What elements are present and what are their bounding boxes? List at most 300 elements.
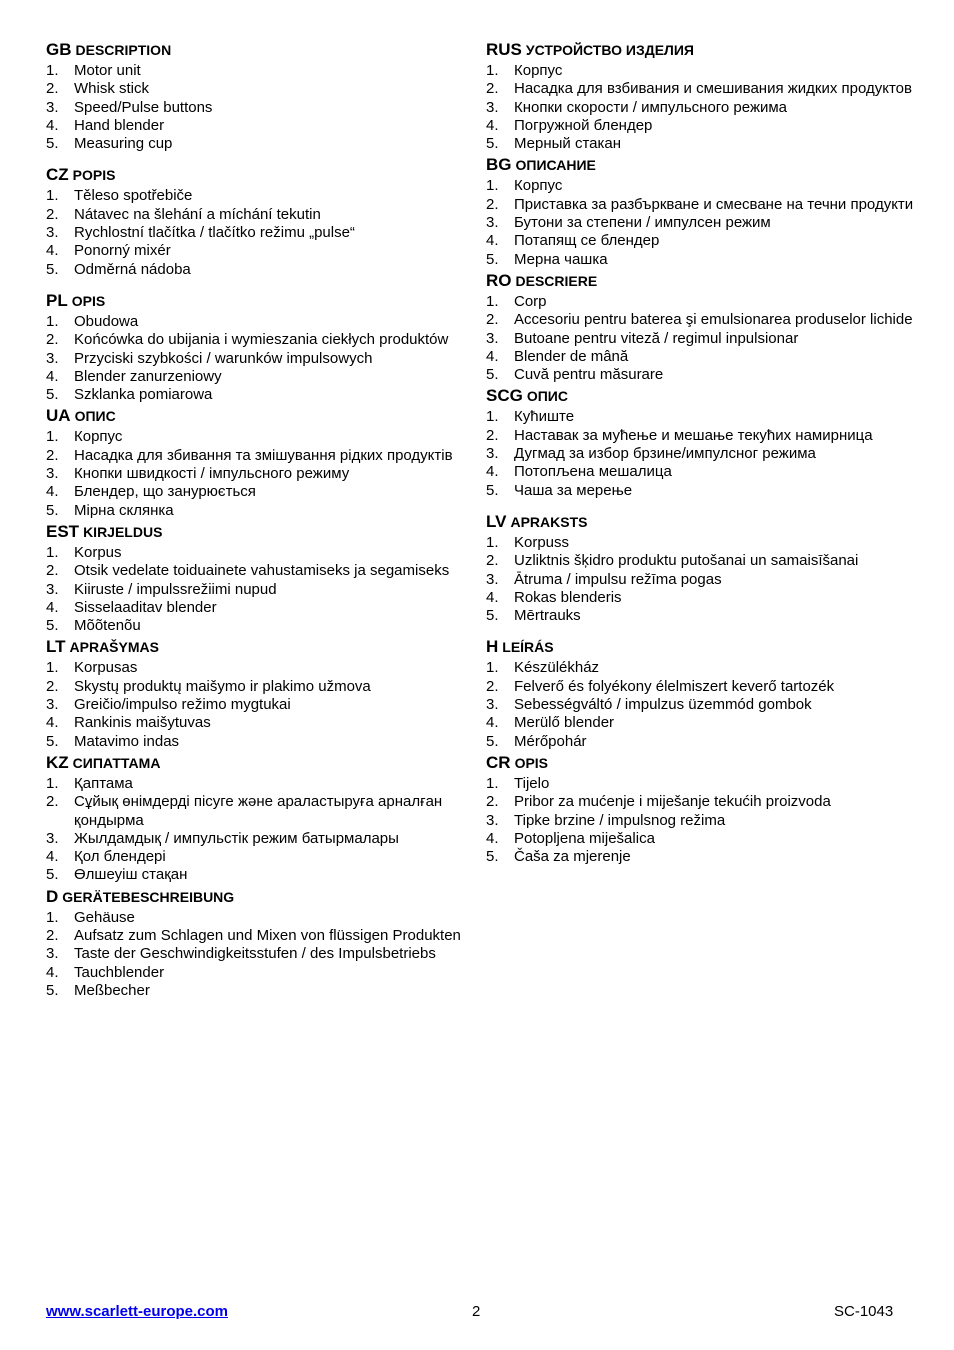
- list-item: [46, 982, 476, 1000]
- item-text: Uzliktnis šķidro produktu putošanai un samaisīšanai: [514, 552, 859, 570]
- item-text: Otsik vedelate toiduainete vahustamiseks ja segamiseks: [74, 562, 450, 580]
- item-text: Приставка за разбъркване и смесване на течни продукти: [514, 195, 914, 213]
- item-number: 3.: [486, 98, 499, 116]
- item-text: Кнопки скорости / импульсного режима: [514, 98, 788, 116]
- list-item: [46, 350, 476, 368]
- list-item: [486, 232, 926, 250]
- language-code: RO: [486, 270, 512, 290]
- list-item: [46, 544, 476, 562]
- item-text: Blender de mână: [514, 347, 629, 365]
- item-list: [486, 659, 926, 750]
- section-title: GERÄTEBESCHREIBUNG: [62, 888, 235, 905]
- website-link[interactable]: www.scarlett-europe.com: [46, 1303, 228, 1320]
- list-item: [486, 775, 926, 793]
- section-d: [46, 885, 476, 1000]
- item-text: Насадка для збивання та змішування рідких продуктів: [74, 446, 453, 464]
- section-ua: [46, 404, 476, 519]
- item-number: 4.: [46, 367, 59, 385]
- item-text: Čaša za mjerenje: [514, 848, 631, 866]
- list-item: [46, 659, 476, 677]
- section-lv: [486, 510, 926, 625]
- language-code: H: [486, 637, 499, 657]
- item-number: 1.: [46, 543, 59, 561]
- list-item: [486, 214, 926, 232]
- item-text: Merülő blender: [514, 714, 615, 732]
- item-text: Motor unit: [74, 62, 141, 79]
- list-item: [46, 80, 476, 98]
- list-item: [46, 428, 476, 446]
- section-heading: [46, 289, 476, 313]
- item-list: [486, 293, 926, 384]
- item-text: Cuvă pentru măsurare: [514, 366, 664, 384]
- item-list: [46, 659, 476, 750]
- list-item: [46, 313, 476, 331]
- item-number: 3.: [486, 329, 499, 347]
- item-text: Odměrná nádoba: [74, 260, 191, 278]
- item-text: Korpusas: [74, 659, 138, 677]
- list-item: [486, 251, 926, 269]
- item-text: Sisselaaditav blender: [74, 598, 217, 616]
- item-text: Жылдамдық / импульстік режим батырмалары: [74, 829, 399, 847]
- section-title: СИПАТТАМА: [72, 754, 161, 771]
- list-item: [46, 562, 476, 580]
- item-list: [486, 177, 926, 268]
- list-item: [46, 945, 476, 963]
- item-text: Felverő és folyékony élelmiszert keverő tartozék: [514, 677, 835, 695]
- item-number: 4.: [486, 463, 499, 481]
- section-title: APRAŠYMAS: [69, 639, 159, 656]
- list-item: [486, 366, 926, 384]
- item-text: Końcówka do ubijania i wymieszania ciekłych produktów: [74, 331, 449, 349]
- item-text: Мерный стакан: [514, 135, 622, 153]
- item-text: Kiiruste / impulssrežiimi nupud: [74, 580, 277, 598]
- section-est: [46, 520, 476, 635]
- item-list: [486, 775, 926, 866]
- item-number: 3.: [46, 580, 59, 598]
- item-text: Készülékház: [514, 659, 600, 677]
- section-title: УСТРОЙСТВО ИЗДЕЛИЯ: [525, 42, 694, 58]
- item-text: Hand blender: [74, 116, 165, 134]
- item-text: Бутони за степени / импулсен режим: [514, 214, 771, 232]
- item-text: Қаптама: [74, 774, 133, 792]
- section-heading: [46, 635, 476, 659]
- item-text: Korpuss: [514, 533, 570, 551]
- list-item: [46, 733, 476, 751]
- item-number: 1.: [46, 62, 59, 79]
- item-list: [46, 544, 476, 635]
- list-item: [486, 714, 926, 732]
- list-item: [486, 830, 926, 848]
- item-number: 5.: [486, 607, 499, 625]
- item-number: 4.: [46, 242, 59, 260]
- item-number: 1.: [486, 774, 499, 792]
- item-number: 4.: [486, 116, 499, 134]
- section-heading: [46, 520, 476, 544]
- item-number: 2.: [46, 205, 59, 223]
- list-item: [486, 463, 926, 481]
- item-text: Tauchblender: [74, 963, 165, 981]
- item-text: Mõõtenõu: [74, 617, 141, 635]
- item-number: 1.: [46, 312, 59, 330]
- list-item: [46, 206, 476, 224]
- item-text: Measuring cup: [74, 135, 173, 153]
- section-bg: [486, 153, 926, 268]
- list-item: [46, 62, 476, 80]
- list-item: [46, 714, 476, 732]
- item-text: Өлшеуіш стақан: [74, 866, 188, 884]
- list-item: [46, 187, 476, 205]
- item-text: Ponorný mixér: [74, 242, 171, 260]
- item-list: [486, 408, 926, 499]
- list-item: [486, 408, 926, 426]
- item-text: Aufsatz zum Schlagen und Mixen von flüssigen Produkten: [74, 926, 461, 944]
- item-text: Блендер, що занурюється: [74, 483, 256, 501]
- item-number: 3.: [46, 829, 59, 847]
- language-code: LV: [486, 511, 507, 531]
- item-number: 5.: [46, 501, 59, 519]
- list-item: [46, 224, 476, 242]
- section-scg: [486, 384, 926, 499]
- item-list: [486, 534, 926, 625]
- item-number: 2.: [46, 562, 59, 580]
- list-item: [46, 964, 476, 982]
- section-title: LEÍRÁS: [502, 639, 554, 656]
- item-number: 3.: [46, 349, 59, 367]
- list-item: [486, 659, 926, 677]
- item-number: 5.: [46, 260, 59, 278]
- item-text: Blender zanurzeniowy: [74, 367, 222, 385]
- item-text: Sebességváltó / impulzus üzemmód gombok: [514, 696, 812, 714]
- item-number: 4.: [486, 829, 499, 847]
- item-text: Корпус: [514, 177, 563, 195]
- language-code: BG: [486, 155, 512, 175]
- item-text: Насадка для взбивания и смешивания жидких продуктов: [514, 80, 912, 98]
- item-text: Кнопки швидкості / імпульсного режиму: [74, 465, 350, 483]
- item-number: 2.: [46, 80, 59, 98]
- item-number: 5.: [486, 366, 499, 384]
- item-number: 1.: [46, 187, 59, 205]
- item-number: 5.: [486, 732, 499, 750]
- list-item: [486, 117, 926, 135]
- list-item: [46, 617, 476, 635]
- item-text: Mērtrauks: [514, 607, 581, 625]
- language-code: D: [46, 886, 59, 906]
- section-heading: [486, 269, 926, 293]
- item-text: Ātruma / impulsu režīma pogas: [514, 570, 722, 588]
- section-title: ОПИСАНИЕ: [515, 157, 596, 174]
- item-list: [46, 62, 476, 153]
- item-number: 3.: [46, 945, 59, 963]
- language-code: GB: [46, 40, 72, 59]
- item-number: 4.: [46, 598, 59, 616]
- item-number: 1.: [486, 177, 499, 195]
- section-heading: [46, 38, 476, 62]
- item-number: 3.: [46, 224, 59, 242]
- item-number: 4.: [46, 116, 59, 134]
- list-item: [486, 330, 926, 348]
- item-text: Korpus: [74, 543, 122, 561]
- item-number: 3.: [486, 570, 499, 588]
- left-column: [46, 38, 476, 1000]
- list-item: [486, 793, 926, 811]
- list-item: [486, 696, 926, 714]
- list-item: [46, 117, 476, 135]
- list-item: [486, 812, 926, 830]
- item-text: Greičio/impulso režimo mygtukai: [74, 696, 291, 714]
- item-text: Meßbecher: [74, 981, 150, 999]
- model-number: SC-1043: [834, 1303, 894, 1320]
- item-number: 4.: [486, 714, 499, 732]
- section-rus: [486, 38, 926, 153]
- item-number: 3.: [46, 696, 59, 714]
- item-list: [46, 909, 476, 1000]
- item-text: Pribor za mućenje i miješanje tekućih proizvoda: [514, 793, 831, 811]
- section-title: APRAKSTS: [510, 513, 588, 530]
- list-item: [46, 465, 476, 483]
- language-code: SCG: [486, 386, 523, 406]
- list-item: [486, 445, 926, 463]
- item-text: Чаша за мерење: [514, 481, 633, 499]
- item-number: 1.: [486, 292, 499, 310]
- section-title: ОПИС: [526, 388, 568, 405]
- item-text: Rychlostní tlačítka / tlačítko režimu „pulse“: [74, 224, 355, 242]
- item-text: Skystų produktų maišymo ir plakimo užmova: [74, 677, 371, 695]
- section-heading: [486, 153, 926, 177]
- list-item: [486, 62, 926, 80]
- item-number: 1.: [486, 659, 499, 677]
- list-item: [46, 678, 476, 696]
- item-number: 3.: [486, 811, 499, 829]
- list-item: [486, 196, 926, 214]
- item-number: 2.: [486, 426, 499, 444]
- list-item: [46, 696, 476, 714]
- section-heading: [486, 384, 926, 408]
- item-number: 5.: [46, 135, 59, 153]
- item-number: 2.: [486, 195, 499, 213]
- item-number: 3.: [486, 445, 499, 463]
- item-number: 2.: [46, 446, 59, 464]
- item-text: Мерна чашка: [514, 250, 608, 268]
- list-item: [46, 502, 476, 520]
- item-text: Потапящ се блендер: [514, 232, 660, 250]
- item-number: 1.: [46, 774, 59, 792]
- list-item: [46, 331, 476, 349]
- item-number: 2.: [486, 793, 499, 811]
- item-number: 2.: [46, 677, 59, 695]
- section-lt: [46, 635, 476, 750]
- list-item: [46, 242, 476, 260]
- item-number: 2.: [46, 331, 59, 349]
- list-item: [486, 311, 926, 329]
- language-code: CZ: [46, 165, 69, 185]
- section-heading: [486, 751, 926, 775]
- item-number: 5.: [46, 866, 59, 884]
- list-item: [46, 135, 476, 153]
- section-title: OPIS: [71, 292, 106, 309]
- list-item: [46, 775, 476, 793]
- item-list: [486, 62, 926, 153]
- item-text: Кућиште: [514, 408, 575, 426]
- list-item: [486, 135, 926, 153]
- list-item: [46, 909, 476, 927]
- list-item: [486, 848, 926, 866]
- item-number: 2.: [46, 926, 59, 944]
- item-number: 5.: [486, 848, 499, 866]
- language-code: PL: [46, 290, 68, 310]
- list-item: [486, 733, 926, 751]
- section-ro: [486, 269, 926, 384]
- item-text: Butoane pentru viteză / regimul inpulsionar: [514, 329, 799, 347]
- list-item: [486, 427, 926, 445]
- section-heading: [486, 635, 926, 659]
- item-number: 4.: [486, 232, 499, 250]
- item-number: 2.: [46, 793, 59, 811]
- item-text: Сұйық өнімдерді пісуге және араластыруға арналған қондырма: [74, 793, 443, 829]
- item-text: Těleso spotřebiče: [74, 187, 193, 205]
- section-heading: [486, 38, 926, 62]
- item-text: Потопљена мешалица: [514, 463, 672, 481]
- item-number: 5.: [46, 981, 59, 999]
- list-item: [46, 866, 476, 884]
- language-code: LT: [46, 637, 66, 657]
- page-number: 2: [472, 1303, 481, 1320]
- language-code: UA: [46, 406, 71, 426]
- list-item: [486, 482, 926, 500]
- item-text: Taste der Geschwindigkeitsstufen / des Impulsbetriebs: [74, 945, 436, 963]
- list-item: [46, 581, 476, 599]
- item-number: 2.: [486, 80, 499, 98]
- item-text: Мірна склянка: [74, 501, 174, 519]
- section-title: KIRJELDUS: [83, 523, 163, 540]
- language-code: EST: [46, 521, 80, 541]
- item-number: 4.: [46, 483, 59, 501]
- list-item: [46, 368, 476, 386]
- list-item: [486, 678, 926, 696]
- section-heading: [46, 163, 476, 187]
- item-number: 3.: [46, 465, 59, 483]
- item-number: 1.: [46, 428, 59, 446]
- item-text: Speed/Pulse buttons: [74, 98, 213, 116]
- item-text: Przyciski szybkości / warunków impulsowych: [74, 349, 373, 367]
- language-code: KZ: [46, 752, 69, 772]
- item-number: 5.: [46, 732, 59, 750]
- item-number: 1.: [486, 533, 499, 551]
- list-item: [46, 848, 476, 866]
- list-item: [486, 177, 926, 195]
- list-item: [486, 534, 926, 552]
- item-text: Mérőpohár: [514, 732, 587, 750]
- list-item: [46, 927, 476, 945]
- section-heading: [46, 751, 476, 775]
- item-text: Дугмад за избор брзине/импулсног режима: [514, 445, 816, 463]
- item-number: 5.: [486, 481, 499, 499]
- item-number: 1.: [486, 408, 499, 426]
- item-text: Rankinis maišytuvas: [74, 714, 211, 732]
- item-list: [46, 313, 476, 404]
- item-list: [46, 428, 476, 519]
- item-number: 5.: [486, 135, 499, 153]
- item-text: Gehäuse: [74, 908, 135, 926]
- list-item: [46, 447, 476, 465]
- item-text: Наставак за мућење и мешање текућих намирница: [514, 426, 873, 444]
- item-number: 2.: [486, 677, 499, 695]
- section-title: OPIS: [514, 754, 549, 771]
- item-number: 2.: [486, 311, 499, 329]
- section-heading: [46, 885, 476, 909]
- item-number: 3.: [486, 696, 499, 714]
- list-item: [486, 607, 926, 625]
- item-text: Potopljena miješalica: [514, 829, 655, 847]
- list-item: [486, 589, 926, 607]
- right-column: [486, 38, 926, 866]
- item-number: 2.: [486, 552, 499, 570]
- item-text: Tipke brzine / impulsnog režima: [514, 811, 726, 829]
- list-item: [486, 571, 926, 589]
- section-heading: [46, 404, 476, 428]
- section-title: DESCRIERE: [515, 272, 598, 289]
- section-heading: [486, 510, 926, 534]
- section-pl: [46, 289, 476, 404]
- section-h: [486, 635, 926, 750]
- item-text: Tijelo: [514, 774, 550, 792]
- list-item: [486, 80, 926, 98]
- section-kz: [46, 751, 476, 885]
- item-text: Корпус: [74, 428, 123, 446]
- item-text: Whisk stick: [74, 80, 149, 98]
- list-item: [486, 552, 926, 570]
- item-number: 1.: [486, 62, 499, 79]
- item-number: 4.: [46, 848, 59, 866]
- section-title: ОПИС: [74, 408, 116, 425]
- item-number: 5.: [486, 250, 499, 268]
- item-text: Matavimo indas: [74, 732, 180, 750]
- item-number: 5.: [46, 386, 59, 404]
- list-item: [46, 483, 476, 501]
- list-item: [46, 99, 476, 117]
- item-list: [46, 775, 476, 885]
- section-cr: [486, 751, 926, 866]
- item-number: 1.: [46, 659, 59, 677]
- item-text: Корпус: [514, 62, 563, 79]
- item-text: Погружной блендер: [514, 116, 653, 134]
- list-item: [486, 293, 926, 311]
- section-gb: [46, 38, 476, 153]
- list-item: [486, 99, 926, 117]
- item-number: 4.: [46, 963, 59, 981]
- item-text: Obudowa: [74, 312, 139, 330]
- item-number: 4.: [486, 588, 499, 606]
- list-item: [46, 261, 476, 279]
- item-number: 4.: [486, 347, 499, 365]
- item-number: 3.: [486, 214, 499, 232]
- item-text: Szklanka pomiarowa: [74, 386, 213, 404]
- list-item: [46, 793, 476, 830]
- item-number: 3.: [46, 98, 59, 116]
- section-cz: [46, 163, 476, 278]
- item-text: Accesoriu pentru baterea şi emulsionarea produselor lichide: [514, 311, 913, 329]
- language-code: CR: [486, 752, 511, 772]
- item-text: Қол блендері: [74, 848, 166, 866]
- list-item: [46, 830, 476, 848]
- list-item: [486, 348, 926, 366]
- item-list: [46, 187, 476, 278]
- item-number: 1.: [46, 908, 59, 926]
- item-number: 5.: [46, 617, 59, 635]
- item-number: 4.: [46, 714, 59, 732]
- language-code: RUS: [486, 40, 522, 59]
- section-title: DESCRIPTION: [75, 42, 172, 58]
- list-item: [46, 599, 476, 617]
